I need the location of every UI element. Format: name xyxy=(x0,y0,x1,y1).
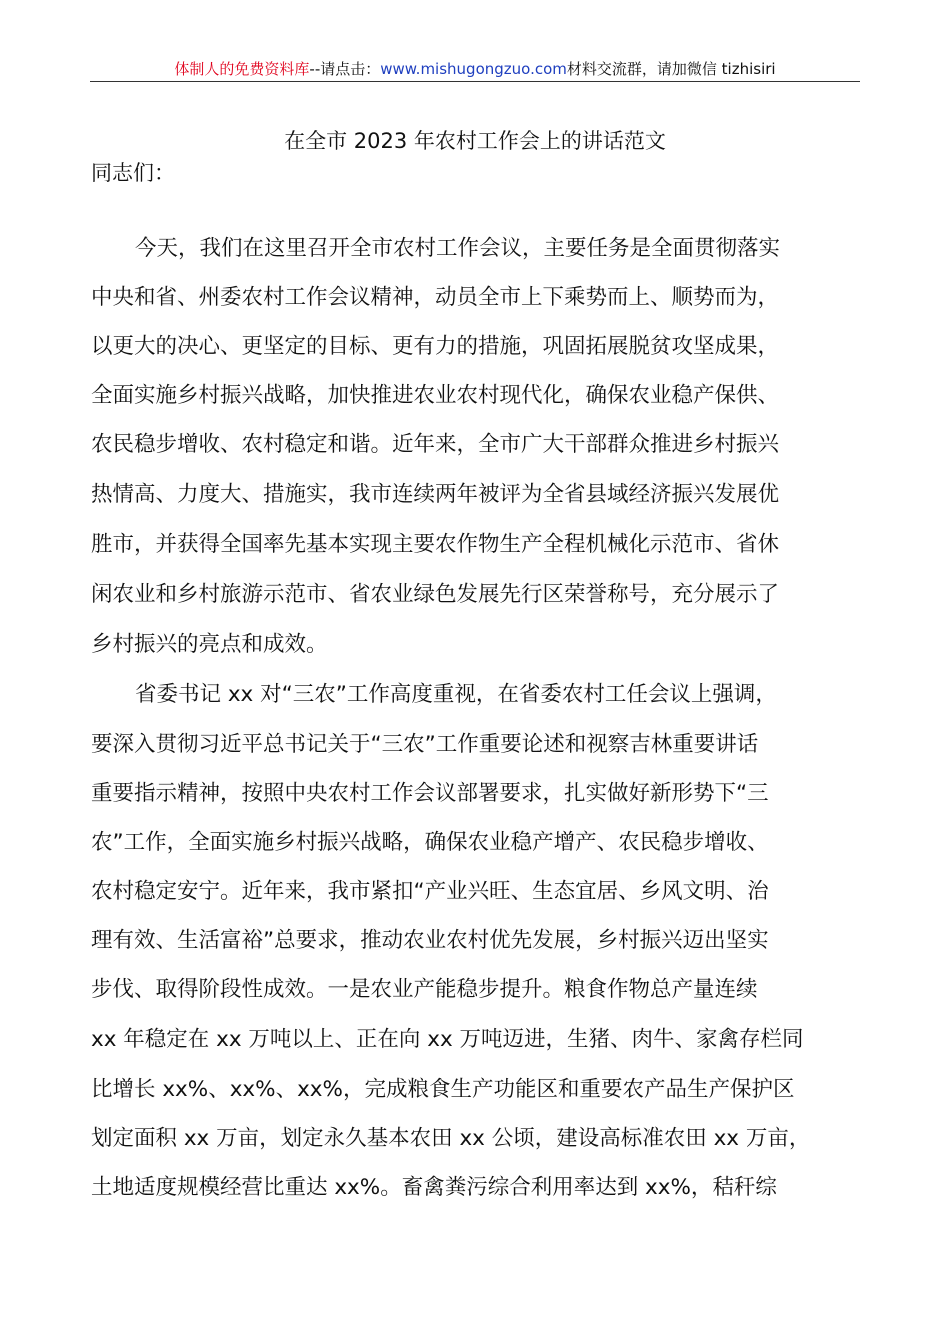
paragraph-1-line-5: 农民稳步增收、农村稳定和谐。近年来，全市广大干部群众推进乡村振兴 xyxy=(91,432,780,457)
paragraph-2-line-1: 省委书记 xx 对“三农”工作高度重视，在省委农村工任会议上强调， xyxy=(135,682,777,707)
document-title: 在全市 2023 年农村工作会上的讲话范文 xyxy=(284,129,666,153)
paragraph-2-line-5: 农村稳定安宁。近年来，我市紧扣“产业兴旺、生态宜居、乡风文明、治 xyxy=(91,879,769,904)
header-prompt: --请点击： xyxy=(309,60,381,78)
page-header xyxy=(90,58,860,80)
paragraph-1-line-1: 今天，我们在这里召开全市农村工作会议，主要任务是全面贯彻落实 xyxy=(135,236,781,261)
library-name: 体制人的免费资料库 xyxy=(174,60,310,78)
paragraph-2-line-9: 比增长 xx%、xx%、xx%，完成粮食生产功能区和重要农产品生产保护区 xyxy=(91,1077,795,1102)
paragraph-2-line-6: 理有效、生活富裕”总要求，推动农业农村优先发展，乡村振兴迈出坚实 xyxy=(91,928,769,953)
paragraph-1-line-7: 胜市，并获得全国率先基本实现主要农作物生产全程机械化示范市、省休 xyxy=(91,532,780,557)
paragraph-1-line-3: 以更大的决心、更坚定的目标、更有力的措施，巩固拓展脱贫攻坚成果， xyxy=(91,334,780,359)
paragraph-1-line-6: 热情高、力度大、措施实，我市连续两年被评为全省县域经济振兴发展优 xyxy=(91,482,780,507)
paragraph-2-line-8: xx 年稳定在 xx 万吨以上、正在向 xx 万吨迈进，生猪、肉牛、家禽存栏同 xyxy=(91,1027,804,1052)
paragraph-1-line-2: 中央和省、州委农村工作会议精神，动员全市上下乘势而上、顺势而为， xyxy=(91,285,780,310)
paragraph-2-line-2: 要深入贯彻习近平总书记关于“三农”工作重要论述和视察吉林重要讲话 xyxy=(91,732,759,757)
paragraph-1-line-4: 全面实施乡村振兴战略，加快推进农业农村现代化，确保农业稳产保供、 xyxy=(91,383,780,408)
website-link[interactable]: www.mishugongzuo.com xyxy=(380,60,567,78)
header-divider xyxy=(90,81,860,82)
salutation: 同志们： xyxy=(91,161,175,185)
paragraph-1-line-9: 乡村振兴的亮点和成效。 xyxy=(91,632,328,657)
paragraph-2-line-4: 农”工作，全面实施乡村振兴战略，确保农业稳产增产、农民稳步增收、 xyxy=(91,830,769,855)
paragraph-2-line-10: 划定面积 xx 万亩，划定永久基本农田 xx 公顷，建设高标准农田 xx 万亩， xyxy=(91,1126,811,1151)
paragraph-2-line-11: 土地适度规模经营比重达 xx%。畜禽粪污综合利用率达到 xx%，秸秆综 xyxy=(91,1175,777,1200)
paragraph-2-line-7: 步伐、取得阶段性成效。一是农业产能稳步提升。粮食作物总产量连续 xyxy=(91,977,758,1002)
paragraph-1-line-8: 闲农业和乡村旅游示范市、省农业绿色发展先行区荣誉称号，充分展示了 xyxy=(91,582,780,607)
header-contact: 材料交流群，请加微信 tizhisiri xyxy=(566,60,776,78)
paragraph-2-line-3: 重要指示精神，按照中央农村工作会议部署要求，扎实做好新形势下“三 xyxy=(91,781,769,806)
